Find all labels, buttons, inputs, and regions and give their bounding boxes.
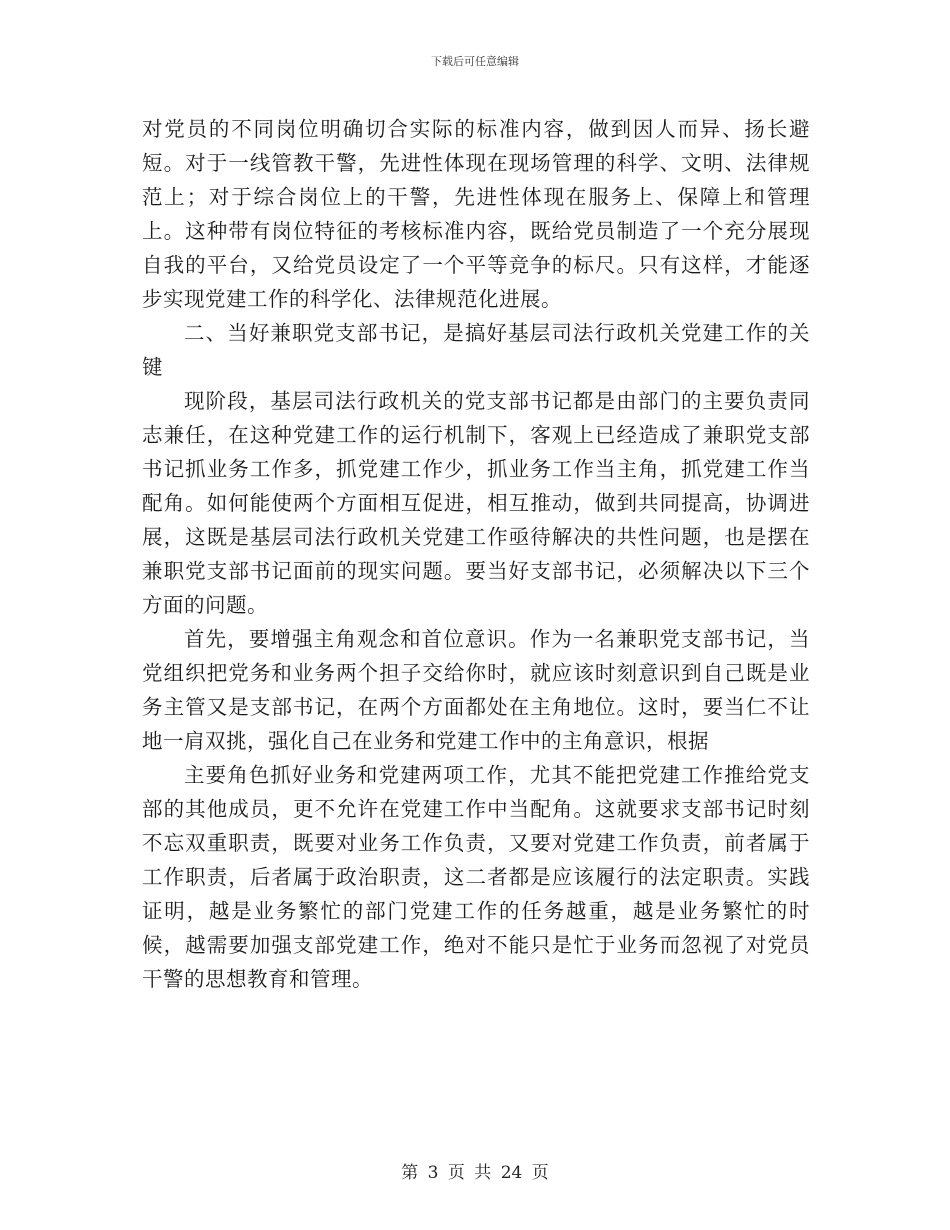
document-body bbox=[142, 112, 810, 996]
page-header: 下载后可任意编辑 bbox=[431, 55, 519, 68]
page-number-footer: 第 3 页 共 24 页 bbox=[401, 1163, 549, 1183]
paragraph: 首先，要增强主角观念和首位意识。作为一名兼职党支部书记，当党组织把党务和业务两个担子交给你时，就应该时刻意识到自己既是业务主管又是支部书记，在两个方面都处在主角地位。这时，要当仁不让地一肩双挑，强化自己在业务和党建工作中的主角意识，根据 bbox=[142, 627, 810, 753]
paragraph-continuation: 对党员的不同岗位明确切合实际的标准内容，做到因人而异、扬长避短。对于一线管教干警，先进性体现在现场管理的科学、文明、法律规范上；对于综合岗位上的干警，先进性体现在服务上、保障上和管理上。这种带有岗位特征的考核标准内容，既给党员制造了一个充分展现自我的平台，又给党员设定了一个平等竞争的标尺。只有这样，才能逐步实现党建工作的科学化、法律规范化进展。 bbox=[142, 117, 810, 311]
section-heading: 二、当好兼职党支部书记，是搞好基层司法行政机关党建工作的关键 bbox=[142, 321, 810, 379]
paragraph: 主要角色抓好业务和党建两项工作，尤其不能把党建工作推给党支部的其他成员，更不允许在党建工作中当配角。这就要求支部书记时刻不忘双重职责，既要对业务工作负责，又要对党建工作负责，前者属于工作职责，后者属于政治职责，这二者都是应该履行的法定职责。实践证明，越是业务繁忙的部门党建工作的任务越重，越是业务繁忙的时候，越需要加强支部党建工作，绝对不能只是忙于业务而忽视了对党员干警的思想教育和管理。 bbox=[142, 763, 810, 991]
paragraph: 现阶段，基层司法行政机关的党支部书记都是由部门的主要负责同志兼任，在这种党建工作的运行机制下，客观上已经造成了兼职党支部书记抓业务工作多，抓党建工作少，抓业务工作当主角，抓党建工作当配角。如何能使两个方面相互促进，相互推动，做到共同提高，协调进展，这既是基层司法行政机关党建工作亟待解决的共性问题，也是摆在兼职党支部书记面前的现实问题。要当好支部书记，必须解决以下三个方面的问题。 bbox=[142, 389, 810, 617]
